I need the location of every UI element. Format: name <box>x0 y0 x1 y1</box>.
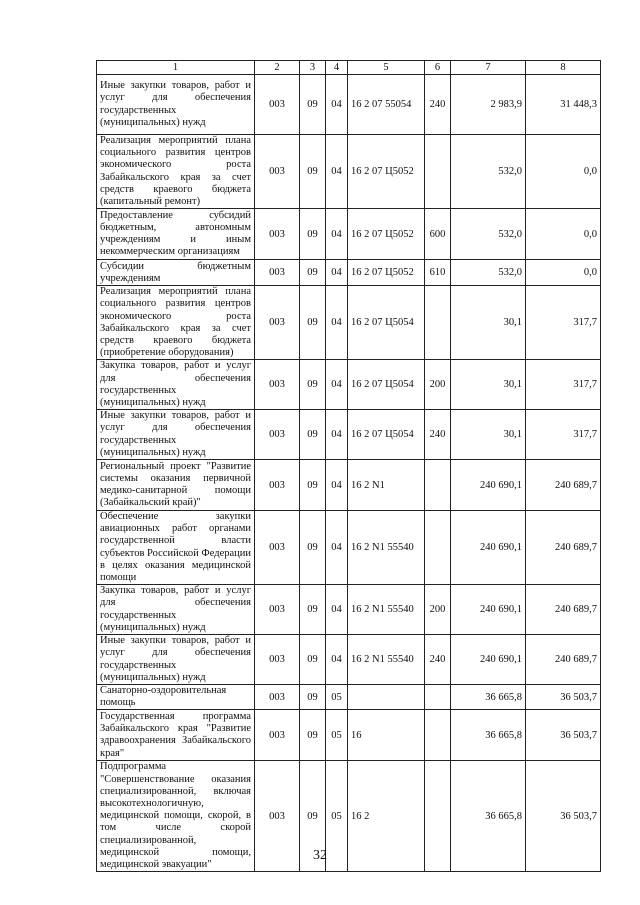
amount-col7-cell: 240 690,1 <box>451 635 526 685</box>
expense-type-cell: 240 <box>425 635 451 685</box>
amount-col7-cell: 36 665,8 <box>451 761 526 872</box>
name-cell: Реализация мероприятий плана социального развития центров экономического роста Забайкальского края за счет средств краевого бюджета (приобретение оборудования) <box>97 286 255 360</box>
amount-col8-cell: 0,0 <box>526 209 601 260</box>
admin-code-cell: 003 <box>255 360 300 410</box>
header-row <box>97 61 601 75</box>
table-row <box>97 635 601 685</box>
page-number: 32 <box>313 848 327 863</box>
amount-col7-cell: 36 665,8 <box>451 684 526 709</box>
expense-type-cell <box>425 286 451 360</box>
section-cell: 09 <box>300 360 326 410</box>
target-article-cell: 16 2 <box>348 761 425 872</box>
admin-code-cell: 003 <box>255 511 300 585</box>
subsection-cell: 04 <box>326 75 348 135</box>
admin-code-cell: 003 <box>255 135 300 209</box>
admin-code-cell: 003 <box>255 75 300 135</box>
amount-col8-cell: 36 503,7 <box>526 710 601 761</box>
target-article-cell: 16 2 07 Ц5054 <box>348 286 425 360</box>
header-col-1: 1 <box>97 61 255 75</box>
amount-col8-cell: 317,7 <box>526 360 601 410</box>
name-cell: Субсидии бюджетным учреждениям <box>97 260 255 286</box>
subsection-cell: 04 <box>326 511 348 585</box>
expense-type-cell <box>425 684 451 709</box>
target-article-cell: 16 2 07 Ц5052 <box>348 209 425 260</box>
expense-type-cell <box>425 135 451 209</box>
target-article-cell: 16 2 07 Ц5054 <box>348 410 425 460</box>
amount-col8-cell: 36 503,7 <box>526 684 601 709</box>
table-row <box>97 209 601 260</box>
target-article-cell: 16 2 N1 55540 <box>348 635 425 685</box>
section-cell: 09 <box>300 710 326 761</box>
target-article-cell <box>348 684 425 709</box>
expense-type-cell: 600 <box>425 209 451 260</box>
amount-col8-cell: 240 689,7 <box>526 585 601 635</box>
name-cell: Иные закупки товаров, работ и услуг для обеспечения государственных (муниципальных) нужд <box>97 75 255 135</box>
name-cell: Государственная программа Забайкальского края "Развитие здравоохранения Забайкальского края" <box>97 710 255 761</box>
name-cell: Региональный проект "Развитие системы оказания первичной медико-санитарной помощи (Забайкальский край)" <box>97 460 255 511</box>
expense-type-cell: 610 <box>425 260 451 286</box>
subsection-cell: 04 <box>326 460 348 511</box>
target-article-cell: 16 2 N1 55540 <box>348 511 425 585</box>
table-row <box>97 260 601 286</box>
amount-col7-cell: 30,1 <box>451 410 526 460</box>
section-cell: 09 <box>300 684 326 709</box>
header-col-2: 2 <box>255 61 300 75</box>
amount-col8-cell: 317,7 <box>526 286 601 360</box>
target-article-cell: 16 2 07 55054 <box>348 75 425 135</box>
amount-col7-cell: 36 665,8 <box>451 710 526 761</box>
name-cell: Иные закупки товаров, работ и услуг для обеспечения государственных (муниципальных) нужд <box>97 635 255 685</box>
table-row <box>97 135 601 209</box>
section-cell: 09 <box>300 410 326 460</box>
amount-col7-cell: 532,0 <box>451 260 526 286</box>
subsection-cell: 04 <box>326 410 348 460</box>
header-col-5: 5 <box>348 61 425 75</box>
amount-col8-cell: 0,0 <box>526 260 601 286</box>
expense-type-cell: 200 <box>425 360 451 410</box>
admin-code-cell: 003 <box>255 710 300 761</box>
expense-type-cell <box>425 460 451 511</box>
expense-type-cell <box>425 511 451 585</box>
section-cell: 09 <box>300 511 326 585</box>
header-col-6: 6 <box>425 61 451 75</box>
table-row <box>97 511 601 585</box>
subsection-cell: 04 <box>326 286 348 360</box>
amount-col7-cell: 240 690,1 <box>451 511 526 585</box>
target-article-cell: 16 <box>348 710 425 761</box>
section-cell: 09 <box>300 75 326 135</box>
name-cell: Предоставление субсидий бюджетным, автономным учреждениям и иным некоммерческим организациям <box>97 209 255 260</box>
expense-type-cell <box>425 710 451 761</box>
amount-col8-cell: 317,7 <box>526 410 601 460</box>
amount-col7-cell: 532,0 <box>451 209 526 260</box>
subsection-cell: 04 <box>326 635 348 685</box>
amount-col8-cell: 31 448,3 <box>526 75 601 135</box>
section-cell: 09 <box>300 585 326 635</box>
section-cell: 09 <box>300 460 326 511</box>
section-cell: 09 <box>300 209 326 260</box>
table-row <box>97 360 601 410</box>
section-cell: 09 <box>300 761 326 872</box>
amount-col8-cell: 0,0 <box>526 135 601 209</box>
subsection-cell: 04 <box>326 135 348 209</box>
admin-code-cell: 003 <box>255 761 300 872</box>
amount-col7-cell: 240 690,1 <box>451 460 526 511</box>
subsection-cell: 05 <box>326 684 348 709</box>
amount-col7-cell: 30,1 <box>451 286 526 360</box>
amount-col7-cell: 532,0 <box>451 135 526 209</box>
header-col-8: 8 <box>526 61 601 75</box>
table-row <box>97 684 601 709</box>
amount-col8-cell: 240 689,7 <box>526 460 601 511</box>
table-row <box>97 585 601 635</box>
header-col-7: 7 <box>451 61 526 75</box>
target-article-cell: 16 2 07 Ц5054 <box>348 360 425 410</box>
subsection-cell: 04 <box>326 209 348 260</box>
header-col-4: 4 <box>326 61 348 75</box>
target-article-cell: 16 2 N1 55540 <box>348 585 425 635</box>
table-row <box>97 75 601 135</box>
amount-col8-cell: 36 503,7 <box>526 761 601 872</box>
subsection-cell: 04 <box>326 585 348 635</box>
admin-code-cell: 003 <box>255 460 300 511</box>
name-cell: Санаторно-оздоровительная помощь <box>97 684 255 709</box>
name-cell: Подпрограмма "Совершенствование оказания специализированной, включая высокотехнологичную, медицинской помощи, скорой, в том числе скорой специализированной, медицинской помощи, медицинской эвакуации" <box>97 761 255 872</box>
table-row <box>97 410 601 460</box>
subsection-cell: 05 <box>326 710 348 761</box>
budget-table <box>96 60 601 872</box>
expense-type-cell: 200 <box>425 585 451 635</box>
expense-type-cell: 240 <box>425 410 451 460</box>
amount-col7-cell: 240 690,1 <box>451 585 526 635</box>
table-row <box>97 710 601 761</box>
header-col-3: 3 <box>300 61 326 75</box>
admin-code-cell: 003 <box>255 209 300 260</box>
expense-type-cell: 240 <box>425 75 451 135</box>
table-row <box>97 286 601 360</box>
name-cell: Реализация мероприятий плана социального развития центров экономического роста Забайкальского края за счет средств краевого бюджета (капитальный ремонт) <box>97 135 255 209</box>
amount-col8-cell: 240 689,7 <box>526 635 601 685</box>
target-article-cell: 16 2 N1 <box>348 460 425 511</box>
admin-code-cell: 003 <box>255 585 300 635</box>
amount-col8-cell: 240 689,7 <box>526 511 601 585</box>
name-cell: Иные закупки товаров, работ и услуг для обеспечения государственных (муниципальных) нужд <box>97 410 255 460</box>
admin-code-cell: 003 <box>255 684 300 709</box>
target-article-cell: 16 2 07 Ц5052 <box>348 260 425 286</box>
amount-col7-cell: 2 983,9 <box>451 75 526 135</box>
name-cell: Закупка товаров, работ и услуг для обеспечения государственных (муниципальных) нужд <box>97 360 255 410</box>
name-cell: Закупка товаров, работ и услуг для обеспечения государственных (муниципальных) нужд <box>97 585 255 635</box>
name-cell: Обеспечение закупки авиационных работ органами государственной власти субъектов Российской Федерации в целях оказания медицинской помощи <box>97 511 255 585</box>
subsection-cell: 04 <box>326 360 348 410</box>
section-cell: 09 <box>300 260 326 286</box>
target-article-cell: 16 2 07 Ц5052 <box>348 135 425 209</box>
admin-code-cell: 003 <box>255 410 300 460</box>
admin-code-cell: 003 <box>255 286 300 360</box>
subsection-cell: 05 <box>326 761 348 872</box>
subsection-cell: 04 <box>326 260 348 286</box>
table-row <box>97 460 601 511</box>
admin-code-cell: 003 <box>255 635 300 685</box>
section-cell: 09 <box>300 635 326 685</box>
admin-code-cell: 003 <box>255 260 300 286</box>
amount-col7-cell: 30,1 <box>451 360 526 410</box>
section-cell: 09 <box>300 286 326 360</box>
section-cell: 09 <box>300 135 326 209</box>
